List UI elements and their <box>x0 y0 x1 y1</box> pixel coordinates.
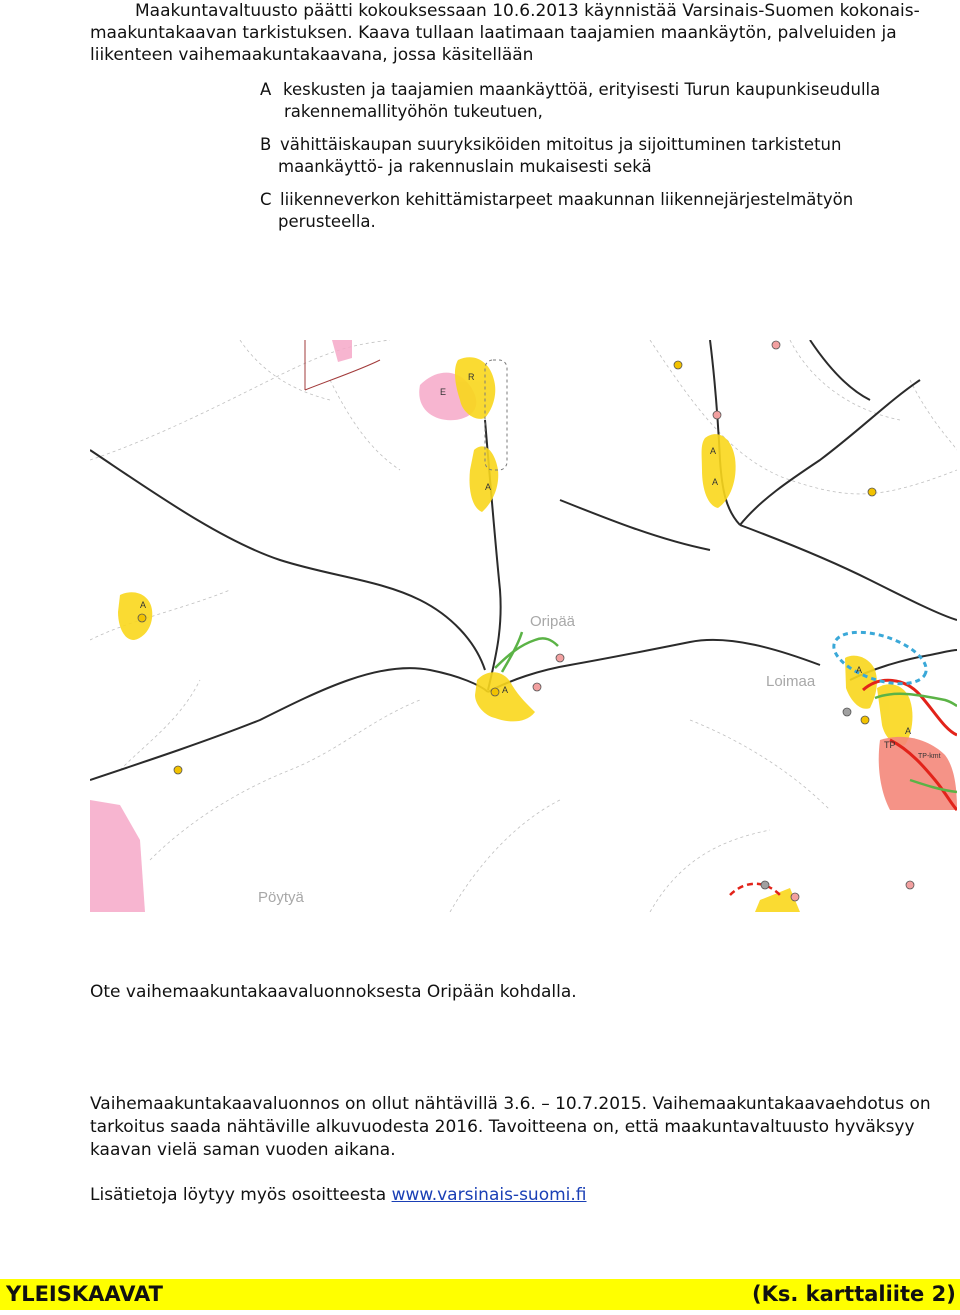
place-name-oripaa: Oripää <box>530 613 576 630</box>
list-item-text: perusteella. <box>278 212 376 231</box>
zone-label-a: A <box>712 477 719 487</box>
zone-label-e: E <box>440 387 447 397</box>
section-title: YLEISKAAVAT <box>6 1282 163 1306</box>
map-caption: Ote vaihemaakuntakaavaluonnoksesta Oripään kohdalla. <box>90 982 577 1002</box>
zone-label-a: A <box>502 685 509 695</box>
section-footer-bar <box>0 1279 960 1310</box>
zone-label-a: A <box>905 726 912 736</box>
zone-label-a: A <box>485 482 492 492</box>
list-item-letter: C <box>260 190 272 209</box>
list-item-letter: B <box>260 135 272 154</box>
land-use-plan-map <box>90 340 957 912</box>
list-item-text: maankäyttö- ja rakennuslain mukaisesti sekä <box>278 157 652 176</box>
place-name-loimaa: Loimaa <box>766 673 816 690</box>
list-item-text: rakennemallityöhön tukeutuen, <box>284 102 543 121</box>
intro-line-2: maakuntakaavan tarkistuksen. Kaava tullaan laatimaan taajamien maankäytön, palveluiden ja <box>90 23 897 43</box>
list-item-text: vähittäiskaupan suuryksiköiden mitoitus ja sijoittuminen tarkistetun <box>280 135 842 154</box>
place-name-poytya: Pöytyä <box>258 889 304 906</box>
zone-label-r: R <box>468 372 475 382</box>
intro-line-3: liikenteen vaihemaakuntakaavana, jossa käsitellään <box>90 45 534 65</box>
list-item-text: keskusten ja taajamien maankäyttöä, erityisesti Turun kaupunkiseudulla <box>283 80 881 99</box>
zone-label-tp-kmt: TP-kmt <box>918 753 941 760</box>
website-link[interactable]: www.varsinais-suomi.fi <box>391 1185 587 1205</box>
zone-label-a: A <box>710 446 717 456</box>
list-item-text: liikenneverkon kehittämistarpeet maakunnan liikennejärjestelmätyön <box>280 190 854 209</box>
status-paragraph-line-3: kaavan vielä saman vuoden aikana. <box>90 1140 396 1160</box>
status-paragraph-line-2: tarkoitus saada nähtäville alkuvuodesta 2016. Tavoitteena on, että maakuntavaltuusto hyväksyy <box>90 1117 915 1137</box>
more-info-text: Lisätietoja löytyy myös osoitteesta <box>90 1185 392 1205</box>
zone-label-a: A <box>856 665 863 675</box>
list-item-letter: A <box>260 80 272 99</box>
zone-label-tp: TP <box>884 740 896 750</box>
status-paragraph-line-1: Vaihemaakuntakaavaluonnos on ollut nähtävillä 3.6. – 10.7.2015. Vaihemaakuntakaavaehdotus on <box>90 1094 931 1114</box>
map-appendix-reference: (Ks. karttaliite 2) <box>752 1282 956 1306</box>
intro-line-1: Maakuntavaltuusto päätti kokouksessaan 10.6.2013 käynnistää Varsinais-Suomen kokonais- <box>135 1 920 21</box>
more-info <box>90 1184 587 1207</box>
zone-label-a: A <box>140 600 147 610</box>
